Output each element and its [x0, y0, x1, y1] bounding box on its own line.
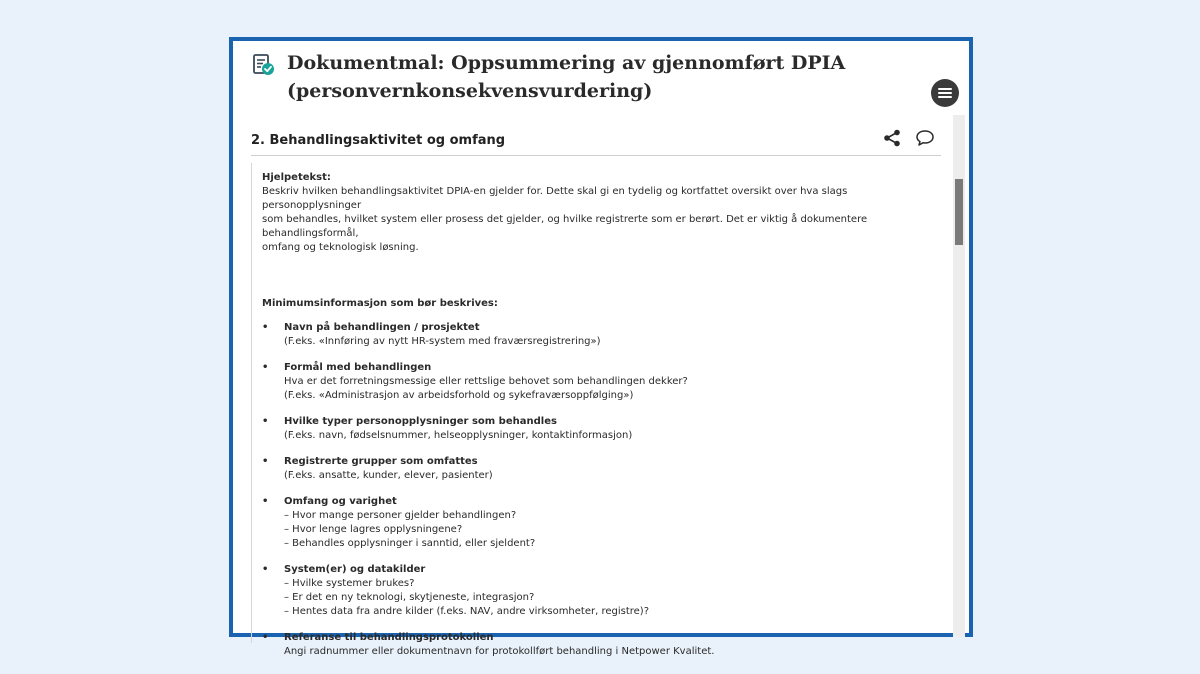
list-item-line: Hva er det forretningsmessige eller rettslige behovet som behandlingen dekker? [284, 376, 688, 387]
minimum-info-label: Minimumsinformasjon som bør beskrives: [262, 298, 498, 309]
list-item-line: Angi radnummer eller dokumentnavn for protokollført behandling i Netpower Kvalitet. [284, 646, 715, 657]
list-item-title: Registrerte grupper som omfattes [284, 456, 478, 467]
page-title [287, 49, 927, 105]
page-title-line2: (personvernkonsekvensvurdering) [287, 80, 653, 102]
scrollbar-thumb[interactable] [955, 179, 963, 245]
list-item-title: Omfang og varighet [284, 496, 397, 507]
list-item-line: – Hvor lenge lagres opplysningene? [284, 524, 463, 535]
list-item: • System(er) og datakilder – Hvilke systemer brukes? – Er det en ny teknologi, skytjeneste, integrasjon? – Hentes data fra andre kilder (f.eks. NAV, andre virksomheter, registre)? [262, 563, 932, 619]
list-item-line: – Er det en ny teknologi, skytjeneste, integrasjon? [284, 592, 535, 603]
list-item: • Navn på behandlingen / prosjektet (F.eks. «Innføring av nytt HR-system med fraværsregistrering») [262, 321, 932, 349]
help-text-box [251, 163, 941, 657]
help-body [262, 185, 932, 255]
document-check-icon [251, 53, 275, 77]
help-line: Beskriv hvilken behandlingsaktivitet DPIA-en gjelder for. Dette skal gi en tydelig og kortfattet oversikt over hva slags personopplysninger [262, 186, 848, 211]
list-item-line: (F.eks. ansatte, kunder, elever, pasienter) [284, 470, 493, 481]
list-item-title: Hvilke typer personopplysninger som behandles [284, 416, 557, 427]
list-item: • Omfang og varighet – Hvor mange personer gjelder behandlingen? – Hvor lenge lagres opplysningene? – Behandles opplysninger i sanntid, eller sjeldent? [262, 495, 932, 551]
list-item-line: – Hentes data fra andre kilder (f.eks. NAV, andre virksomheter, registre)? [284, 606, 650, 617]
list-item-title: System(er) og datakilder [284, 564, 426, 575]
list-item-line: (F.eks. «Administrasjon av arbeidsforhold og sykefraværsoppfølging») [284, 390, 634, 401]
vertical-scrollbar[interactable] [953, 115, 965, 637]
list-item: • Formål med behandlingen Hva er det forretningsmessige eller rettslige behovet som behandlingen dekker? (F.eks. «Administrasjon av arbeidsforhold og sykefraværsoppfølging») [262, 361, 932, 403]
section-divider [251, 155, 941, 156]
section-title: 2. Behandlingsaktivitet og omfang [251, 133, 506, 148]
help-line: omfang og teknologisk løsning. [262, 242, 419, 253]
list-item-title: Navn på behandlingen / prosjektet [284, 322, 480, 333]
requirements-list [262, 321, 932, 671]
help-line: som behandles, hvilket system eller prosess det gjelder, og hvilke registrerte som er berørt. Det er viktig å dokumentere behandlingsformål, [262, 214, 868, 239]
comment-icon[interactable] [915, 129, 935, 147]
list-item: • Referanse til behandlingsprotokollen Angi radnummer eller dokumentnavn for protokollført behandling i Netpower Kvalitet. [262, 631, 932, 659]
help-label: Hjelpetekst: [262, 172, 331, 183]
list-item-line: (F.eks. navn, fødselsnummer, helseopplysninger, kontaktinformasjon) [284, 430, 633, 441]
document-window [229, 37, 973, 657]
list-item-line: – Hvor mange personer gjelder behandlingen? [284, 510, 517, 521]
list-item-title: Referanse til behandlingsprotokollen [284, 632, 494, 643]
page-title-line1: Dokumentmal: Oppsummering av gjennomført DPIA [287, 52, 846, 74]
list-item-line: (F.eks. «Innføring av nytt HR-system med fraværsregistrering») [284, 336, 601, 347]
share-icon[interactable] [883, 129, 901, 147]
hamburger-menu-icon[interactable] [931, 79, 959, 107]
list-item-title: Formål med behandlingen [284, 362, 432, 373]
list-item: • Hvilke typer personopplysninger som behandles (F.eks. navn, fødselsnummer, helseopplysninger, kontaktinformasjon) [262, 415, 932, 443]
list-item-line: – Hvilke systemer brukes? [284, 578, 415, 589]
document-content [233, 115, 953, 657]
list-item: • Registrerte grupper som omfattes (F.eks. ansatte, kunder, elever, pasienter) [262, 455, 932, 483]
list-item-line: – Behandles opplysninger i sanntid, eller sjeldent? [284, 538, 536, 549]
